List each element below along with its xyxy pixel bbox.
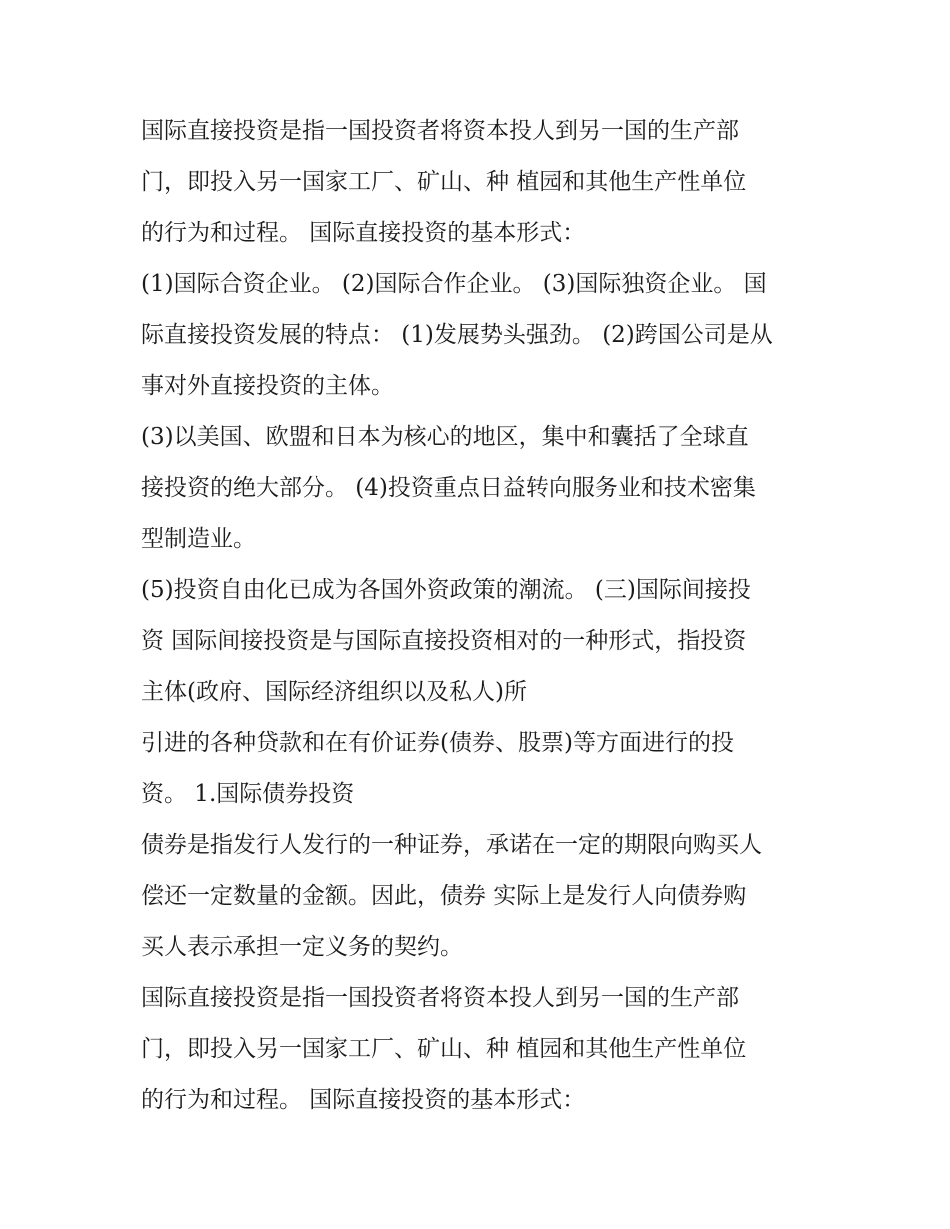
text-line: 事对外直接投资的主体。 xyxy=(141,373,394,399)
text-line: 门，即投入另一国家工厂、矿山、种 植园和其他生产性单位 xyxy=(141,1036,747,1062)
text-line: 的行为和过程。 国际直接投资的基本形式： xyxy=(141,220,586,246)
text-line: (1)国际合资企业。 (2)国际合作企业。 (3)国际独资企业。 国 xyxy=(141,271,767,297)
text-line: 接投资的绝大部分。 (4)投资重点日益转向服务业和技术密集 xyxy=(141,475,756,501)
text-line: (3)以美国、欧盟和日本为核心的地区，集中和囊括了全球直 xyxy=(141,424,749,450)
text-line: 国际直接投资是指一国投资者将资本投人到另一国的生产部 xyxy=(141,118,739,144)
text-line: (5)投资自由化已成为各国外资政策的潮流。 (三)国际间接投 xyxy=(141,577,751,603)
text-line: 型制造业。 xyxy=(141,526,256,552)
text-line: 偿还一定数量的金额。因此，债券 实际上是发行人向债券购 xyxy=(141,883,747,909)
text-line: 门，即投入另一国家工厂、矿山、种 植园和其他生产性单位 xyxy=(141,169,747,195)
document-body xyxy=(141,108,821,1128)
text-line: 国际直接投资是指一国投资者将资本投人到另一国的生产部 xyxy=(141,985,739,1011)
text-line: 买人表示承担一定义务的契约。 xyxy=(141,934,463,960)
text-line: 主体(政府、国际经济组织以及私人)所 xyxy=(141,679,527,705)
text-line: 际直接投资发展的特点： (1)发展势头强劲。 (2)跨国公司是从 xyxy=(141,322,773,348)
text-line: 资。 1.国际债券投资 xyxy=(141,781,355,807)
text-line: 资 国际间接投资是与国际直接投资相对的一种形式，指投资 xyxy=(141,628,747,654)
text-line: 债券是指发行人发行的一种证券，承诺在一定的期限向购买人 xyxy=(141,832,762,858)
text-line: 的行为和过程。 国际直接投资的基本形式： xyxy=(141,1087,586,1113)
text-line: 引进的各种贷款和在有价证券(债券、股票)等方面进行的投 xyxy=(141,730,734,756)
